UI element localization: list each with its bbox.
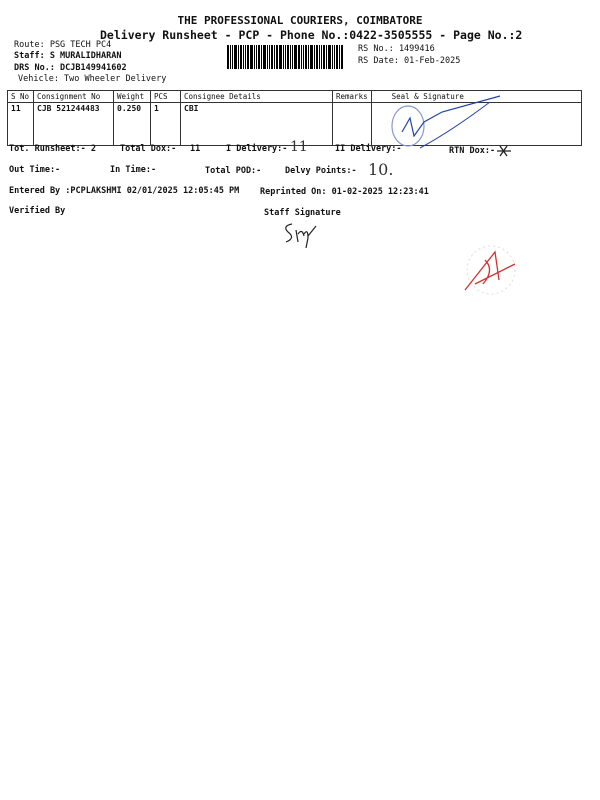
- total-pod-label: Total POD:-: [205, 166, 262, 176]
- rtn-dox-scribble: [495, 144, 513, 158]
- tot-runsheet: Tot. Runsheet:- 2: [9, 144, 96, 154]
- col-header-pcs: PCS: [151, 91, 181, 103]
- delvy-points-handwritten: 10.: [368, 160, 394, 179]
- col-header-sno: S No: [8, 91, 34, 103]
- in-time-label: In Time:-: [110, 165, 157, 175]
- seal-stamp-circle: [392, 106, 424, 146]
- i-delivery-handwritten: 11: [290, 139, 308, 155]
- cell-weight: 0.250: [114, 103, 151, 146]
- total-dox-label: Total Dox:-: [120, 144, 177, 154]
- cell-consignee: CBI: [181, 103, 333, 146]
- rtn-dox-label: RTN Dox:-: [449, 146, 496, 156]
- col-header-weight: Weight: [114, 91, 151, 103]
- staff-signature-mark: [278, 216, 338, 250]
- col-header-seal: Seal & Signature: [371, 91, 581, 103]
- cell-pcs: 1: [151, 103, 181, 146]
- staff-label: Staff: S MURALIDHARAN: [14, 51, 122, 61]
- col-header-remarks: Remarks: [333, 91, 372, 103]
- drs-number: DRS No.: DCJB149941602: [14, 63, 127, 73]
- delvy-points-label: Delvy Points:-: [285, 166, 357, 176]
- cell-remarks: [333, 103, 372, 146]
- out-time-label: Out Time:-: [9, 165, 61, 175]
- vehicle-label: Vehicle: Two Wheeler Delivery: [18, 74, 167, 84]
- reprinted-on: Reprinted On: 01-02-2025 12:23:41: [260, 187, 429, 197]
- col-header-consignment: Consignment No: [34, 91, 114, 103]
- cell-sno: 11: [8, 103, 34, 146]
- total-dox-value: 11: [190, 144, 201, 154]
- route-label: Route: PSG TECH PC4: [14, 40, 112, 50]
- barcode: [227, 45, 354, 69]
- red-stamp-mark: [455, 240, 530, 298]
- verified-by-label: Verified By: [9, 206, 66, 216]
- runsheet-subtitle: Delivery Runsheet - PCP - Phone No.:0422-3505555 - Page No.:2: [100, 28, 523, 42]
- rs-number: RS No.: 1499416: [358, 44, 435, 54]
- cell-consignment: CJB 521244483: [34, 103, 114, 146]
- col-header-consignee: Consignee Details: [181, 91, 333, 103]
- company-title: THE PROFESSIONAL COURIERS, COIMBATORE: [177, 14, 423, 27]
- entered-by: Entered By :PCPLAKSHMI 02/01/2025 12:05:45 PM: [9, 186, 240, 196]
- ii-delivery-label: II Delivery:-: [335, 144, 402, 154]
- i-delivery-label: I Delivery:-: [226, 144, 288, 154]
- rs-date: RS Date: 01-Feb-2025: [358, 56, 461, 66]
- staff-signature-label: Staff Signature: [264, 208, 341, 218]
